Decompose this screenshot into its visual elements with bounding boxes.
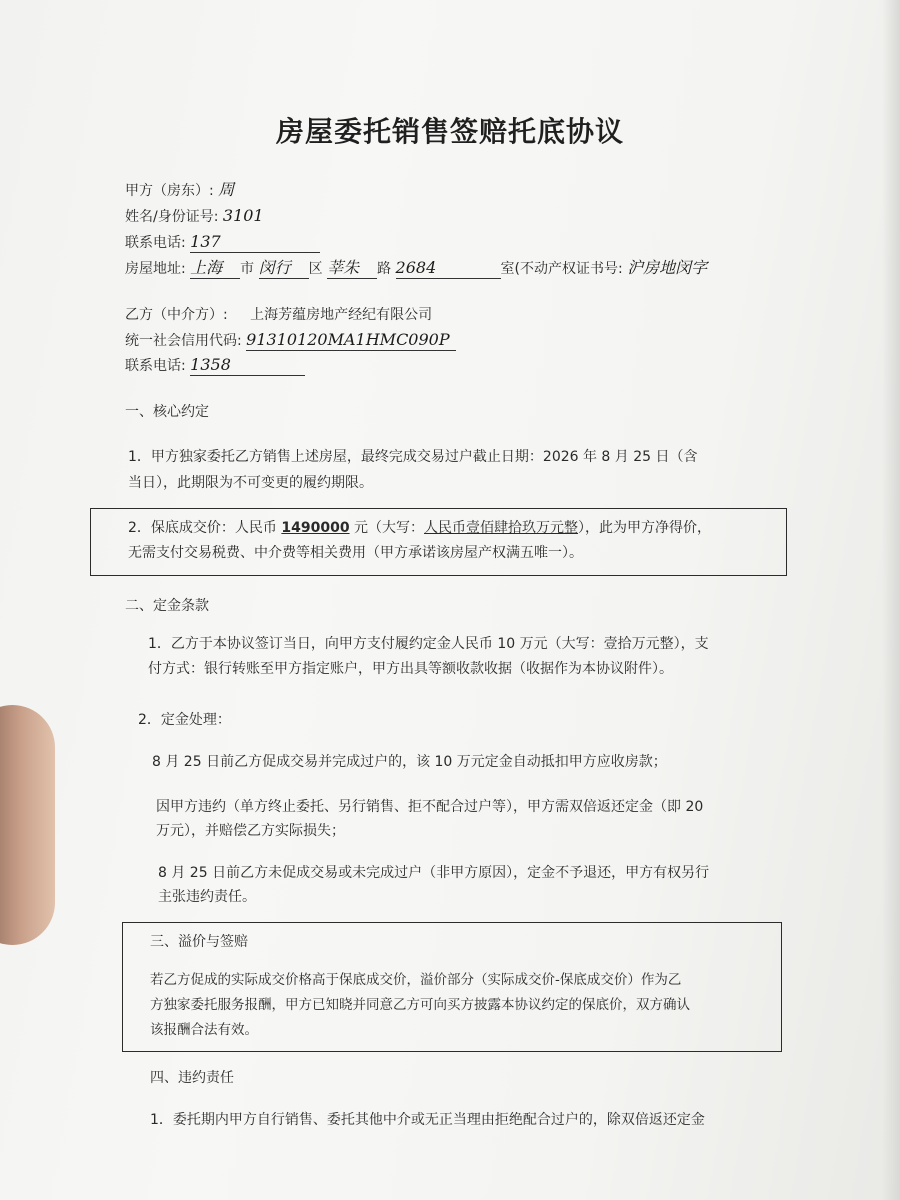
thumb-holding-page — [0, 705, 55, 945]
s1-clause-2-line-1 — [128, 518, 711, 538]
party-a-label: 甲方（房东）: — [125, 183, 214, 199]
s3-line-1: 若乙方促成的实际成交价格高于保底成交价，溢价部分（实际成交价-保底成交价）作为乙 — [150, 972, 682, 988]
address-city: 上海 — [190, 258, 240, 279]
s1-clause-1-line-1: 1．甲方独家委托乙方销售上述房屋，最终完成交易过户截止日期：2026 年 8 月 25 日（含 — [128, 449, 698, 465]
address-city-suffix: 市 — [240, 261, 255, 277]
floor-price-amount: 1490000 — [281, 520, 350, 536]
document-title: 房屋委托销售签赔托底协议 — [275, 115, 624, 148]
party-a-id-row — [125, 206, 264, 227]
s2-clause-2-heading: 2．定金处理： — [138, 712, 231, 728]
party-b-phone-value: 1358 — [190, 355, 305, 376]
section-4-heading: 四、违约责任 — [150, 1070, 234, 1086]
party-a-phone-row — [125, 232, 320, 253]
party-b-credit-row — [125, 330, 456, 351]
s2-condition-3-line-1: 8 月 25 日前乙方未促成交易或未完成过户（非甲方原因），定金不予退还，甲方有权另行 — [158, 865, 710, 881]
party-b-row — [125, 305, 432, 325]
party-b-name: 上海芳蕴房地产经纪有限公司 — [250, 307, 433, 323]
s1-clause-2-line-2: 无需支付交易税费、中介费等相关费用（甲方承诺该房屋产权满五唯一）。 — [128, 545, 583, 561]
property-cert-number: 沪房地闵字 — [627, 258, 708, 277]
s1-clause-1-line-2: 当日），此期限为不可变更的履约期限。 — [128, 475, 373, 491]
s2-clause-1-line-1: 1．乙方于本协议签订当日，向甲方支付履约定金人民币 10 万元（大写：壹拾万元整），支 — [148, 636, 709, 652]
party-a-address-label: 房屋地址: — [125, 261, 186, 277]
party-a-row — [125, 180, 234, 201]
party-a-address-row — [125, 258, 707, 279]
section-1-heading: 一、核心约定 — [125, 404, 209, 420]
s2-condition-2-line-1: 因甲方违约（单方终止委托、另行销售、拒不配合过户等），甲方需双倍返还定金（即 20 — [156, 799, 704, 815]
party-b-phone-label: 联系电话: — [125, 358, 186, 374]
party-a-phone-label: 联系电话: — [125, 235, 186, 251]
party-b-label: 乙方（中介方）: — [125, 307, 228, 323]
party-a-phone-value: 137 — [190, 232, 320, 253]
s4-clause-1-line-1: 1．委托期内甲方自行销售、委托其他中介或无正当理由拒绝配合过户的，除双倍返还定金 — [150, 1112, 705, 1128]
party-b-credit-value: 91310120MA1HMC090P — [246, 330, 456, 351]
party-a-name: 周 — [218, 180, 235, 199]
party-b-credit-label: 统一社会信用代码: — [125, 333, 242, 349]
address-road-suffix: 路 — [377, 261, 392, 277]
s3-line-3: 该报酬合法有效。 — [150, 1022, 258, 1038]
section-3-heading: 三、溢价与签赔 — [150, 934, 248, 950]
s2-condition-3-line-2: 主张违约责任。 — [158, 889, 256, 905]
floor-price-prefix: 2．保底成交价：人民币 — [128, 520, 277, 536]
page-edge-shadow — [882, 0, 900, 1200]
party-a-id-value: 3101 — [222, 206, 264, 225]
address-number: 2684 — [396, 258, 501, 279]
party-a-id-label: 姓名/身份证号: — [125, 209, 219, 225]
s2-condition-2-line-2: 万元），并赔偿乙方实际损失； — [156, 823, 345, 839]
floor-price-suffix: ），此为甲方净得价， — [578, 520, 712, 536]
s2-clause-1-line-2: 付方式：银行转账至甲方指定账户，甲方出具等额收款收据（收据作为本协议附件）。 — [148, 661, 673, 677]
section-2-heading: 二、定金条款 — [125, 598, 209, 614]
party-b-phone-row — [125, 355, 305, 376]
address-road: 莘朱 — [327, 258, 377, 279]
floor-price-mid: 元（大写： — [354, 520, 425, 536]
floor-price-upper: 人民币壹佰肆拾玖万元整 — [424, 520, 579, 536]
address-district-suffix: 区 — [308, 261, 323, 277]
address-room-suffix: 室(不动产权证书号: — [500, 261, 623, 277]
address-district: 闵行 — [259, 258, 309, 279]
s3-line-2: 方独家委托服务报酬，甲方已知晓并同意乙方可向买方披露本协议约定的保底价，双方确认 — [150, 997, 690, 1013]
s2-condition-1: 8 月 25 日前乙方促成交易并完成过户的，该 10 万元定金自动抵扣甲方应收房款； — [152, 754, 667, 770]
